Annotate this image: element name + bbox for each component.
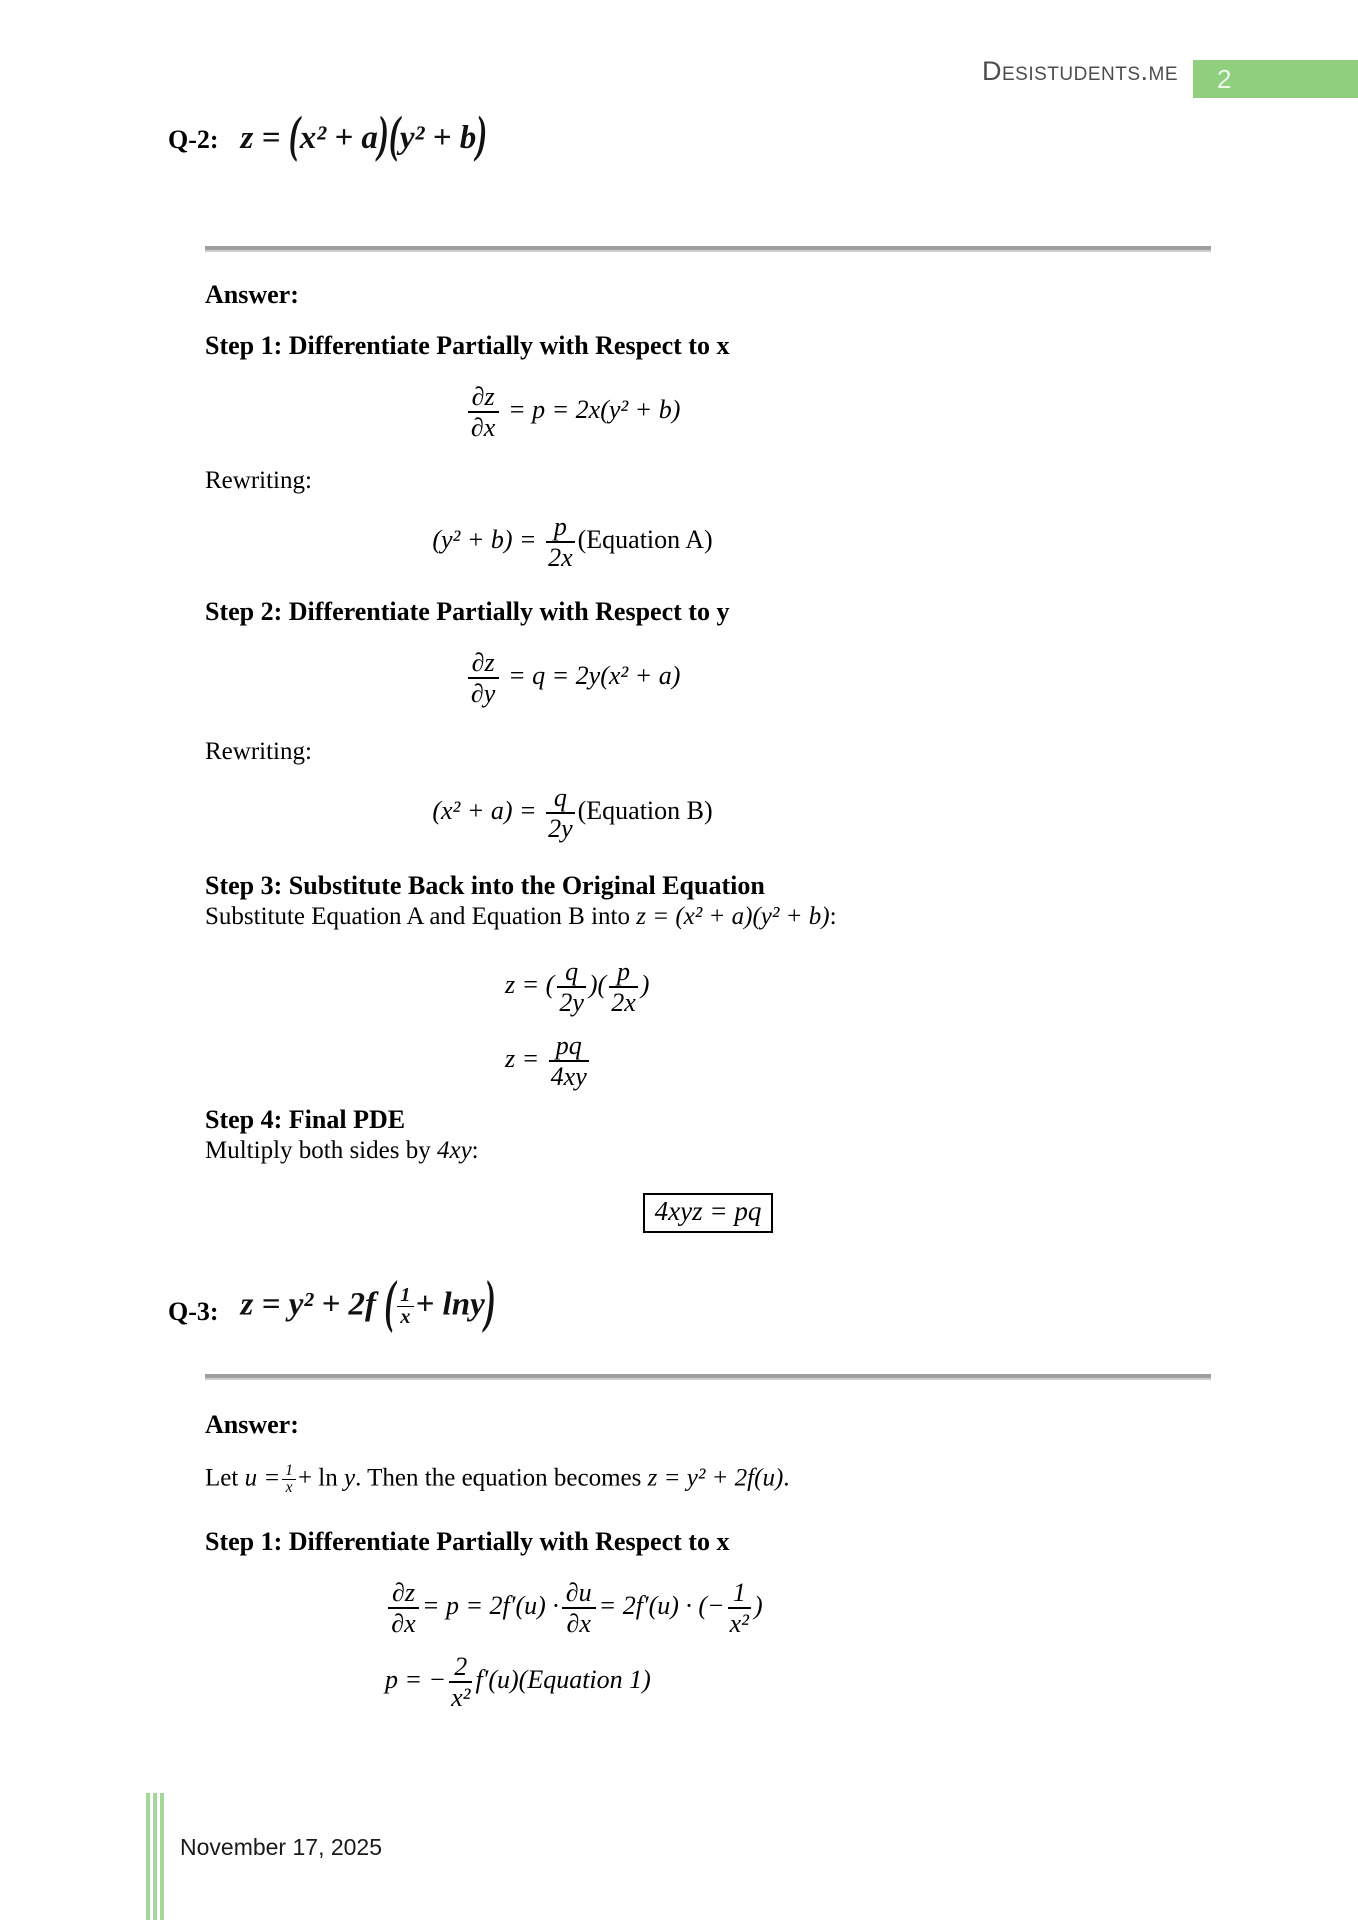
text-run: Substitute Equation A and Equation B into (205, 903, 637, 930)
numerator: 1 (728, 1578, 751, 1609)
final-pde-row (205, 1193, 1211, 1233)
denominator: 2y (559, 988, 584, 1018)
equation-substitute (505, 957, 649, 1017)
green-bar (153, 1793, 157, 1920)
footer-accent-bars (146, 1793, 167, 1920)
eq-term: (x² + a) = (432, 796, 537, 826)
eq-term: + lny (415, 1286, 485, 1323)
substitution-equations (505, 957, 649, 1105)
text-run: + ln (297, 1464, 344, 1492)
eq-term: = q = 2y(x² + a) (508, 661, 681, 691)
eq-term: (y² + b) = (432, 525, 537, 555)
numerator: ∂u (562, 1578, 596, 1609)
math-run: y (344, 1464, 356, 1492)
denominator: 2x (611, 988, 636, 1018)
green-bar (146, 1793, 150, 1920)
step-3-heading: Step 3: Substitute Back into the Original Equation (205, 871, 765, 900)
eq-term: ) (640, 970, 650, 1000)
step-1-heading: Step 1: Differentiate Partially with Respect to x (205, 331, 730, 360)
denominator: 4xy (550, 1062, 587, 1092)
numerator: p (609, 957, 638, 988)
equation-dzdy (205, 648, 940, 708)
numerator: ∂z (388, 1578, 419, 1609)
question-3-title (168, 1271, 496, 1335)
fraction (549, 1031, 589, 1091)
step-4-text (205, 1137, 479, 1165)
eq-term: z = ( (505, 970, 555, 1000)
green-bar (160, 1793, 164, 1920)
page-number: 2 (1217, 64, 1232, 94)
numerator: 2 (449, 1652, 472, 1683)
fraction (397, 1285, 413, 1329)
fraction (449, 1652, 472, 1712)
right-paren: ) (476, 107, 488, 164)
fraction (282, 1463, 296, 1497)
denominator: x² (451, 1683, 471, 1713)
right-paren: ) (484, 1271, 496, 1335)
question-3-label: Q-3: (168, 1296, 219, 1326)
math-run: z = (x² + a)(y² + b) (636, 903, 830, 930)
left-paren: ( (384, 1271, 396, 1335)
let-substitution-text (205, 1463, 790, 1497)
fraction (557, 957, 586, 1017)
equation-result (505, 1031, 649, 1091)
numerator: 1 (397, 1285, 413, 1307)
denominator: ∂x (391, 1609, 416, 1639)
derivative-equations (385, 1578, 763, 1726)
denominator: ∂x (470, 413, 496, 443)
denominator: 2y (548, 814, 573, 844)
text-run: : (471, 1137, 479, 1164)
equation-dzdx (205, 382, 940, 442)
text-run: . (783, 1464, 790, 1492)
numerator: pq (549, 1031, 589, 1062)
denominator: 2x (548, 543, 573, 573)
numerator: q (546, 783, 575, 814)
equation-tag: (Equation B) (577, 796, 713, 826)
rewriting-label: Rewriting: (205, 467, 312, 494)
eq-term: z = y² + 2f (240, 1286, 385, 1323)
math-run: 4xy (436, 1137, 472, 1164)
site-name: Desistudents.me (981, 56, 1178, 86)
numerator: p (546, 512, 575, 543)
fraction (388, 1578, 419, 1638)
denominator: x (400, 1306, 411, 1329)
question-2-title (168, 107, 488, 164)
fraction (468, 648, 499, 708)
step-3-text (205, 903, 837, 931)
eq-term: y² + b (399, 120, 477, 156)
left-paren: ( (288, 107, 300, 164)
text-run: Let (205, 1464, 245, 1492)
question-2-label: Q-2: (168, 125, 219, 154)
eq-term: = p = 2f′(u) · (421, 1591, 559, 1621)
numerator: ∂z (468, 382, 499, 413)
fraction (468, 382, 499, 442)
eq-term: z = (505, 1044, 540, 1074)
fraction (562, 1578, 596, 1638)
denominator: ∂x (566, 1609, 591, 1639)
equation-b (205, 783, 940, 843)
fraction (609, 957, 638, 1017)
text-run: . Then the equation becomes (355, 1464, 648, 1492)
eq-term: = p = 2x(y² + b) (508, 395, 681, 425)
numerator: 1 (282, 1463, 296, 1480)
equation-dzdx-q3 (385, 1578, 763, 1638)
footer-date: November 17, 2025 (180, 1834, 383, 1860)
equation-a (205, 512, 940, 572)
equation-tag: (Equation A) (577, 525, 713, 555)
step-4-heading: Step 4: Final PDE (205, 1105, 406, 1134)
denominator: x (285, 1479, 293, 1497)
numerator: ∂z (468, 648, 499, 679)
page-number-badge (1193, 60, 1358, 98)
rewriting-label: Rewriting: (205, 738, 312, 765)
step-1-heading: Step 1: Differentiate Partially with Respect to x (205, 1527, 730, 1556)
math-run: z = y² + 2f(u) (647, 1464, 784, 1492)
eq-term: )( (588, 970, 607, 1000)
denominator: ∂y (470, 679, 496, 709)
eq-term: f′(u)(Equation 1) (475, 1665, 651, 1695)
fraction (728, 1578, 751, 1638)
paren-pair: )( (377, 107, 400, 164)
answer-label: Answer: (205, 280, 299, 309)
eq-term: = 2f′(u) · (− (598, 1591, 725, 1621)
fraction (546, 512, 575, 572)
question-3-equation (240, 1271, 496, 1335)
text-run: : (829, 903, 837, 930)
eq-term: ) (753, 1591, 763, 1621)
eq-term: p = − (385, 1665, 447, 1695)
numerator: q (557, 957, 586, 988)
final-pde-boxed-equation: 4xyz = pq (643, 1193, 774, 1233)
equation-p-result (385, 1652, 763, 1712)
step-2-heading: Step 2: Differentiate Partially with Respect to y (205, 597, 730, 626)
text-run: Multiply both sides by (205, 1137, 437, 1164)
divider-rule (205, 246, 1211, 252)
eq-term: z = (240, 120, 289, 156)
eq-term: x² + a (299, 120, 378, 156)
question-2-equation (240, 107, 488, 164)
denominator: x² (729, 1609, 749, 1639)
answer-label: Answer: (205, 1410, 299, 1439)
math-run: u = (244, 1464, 281, 1492)
divider-rule (205, 1374, 1211, 1380)
fraction (546, 783, 575, 843)
